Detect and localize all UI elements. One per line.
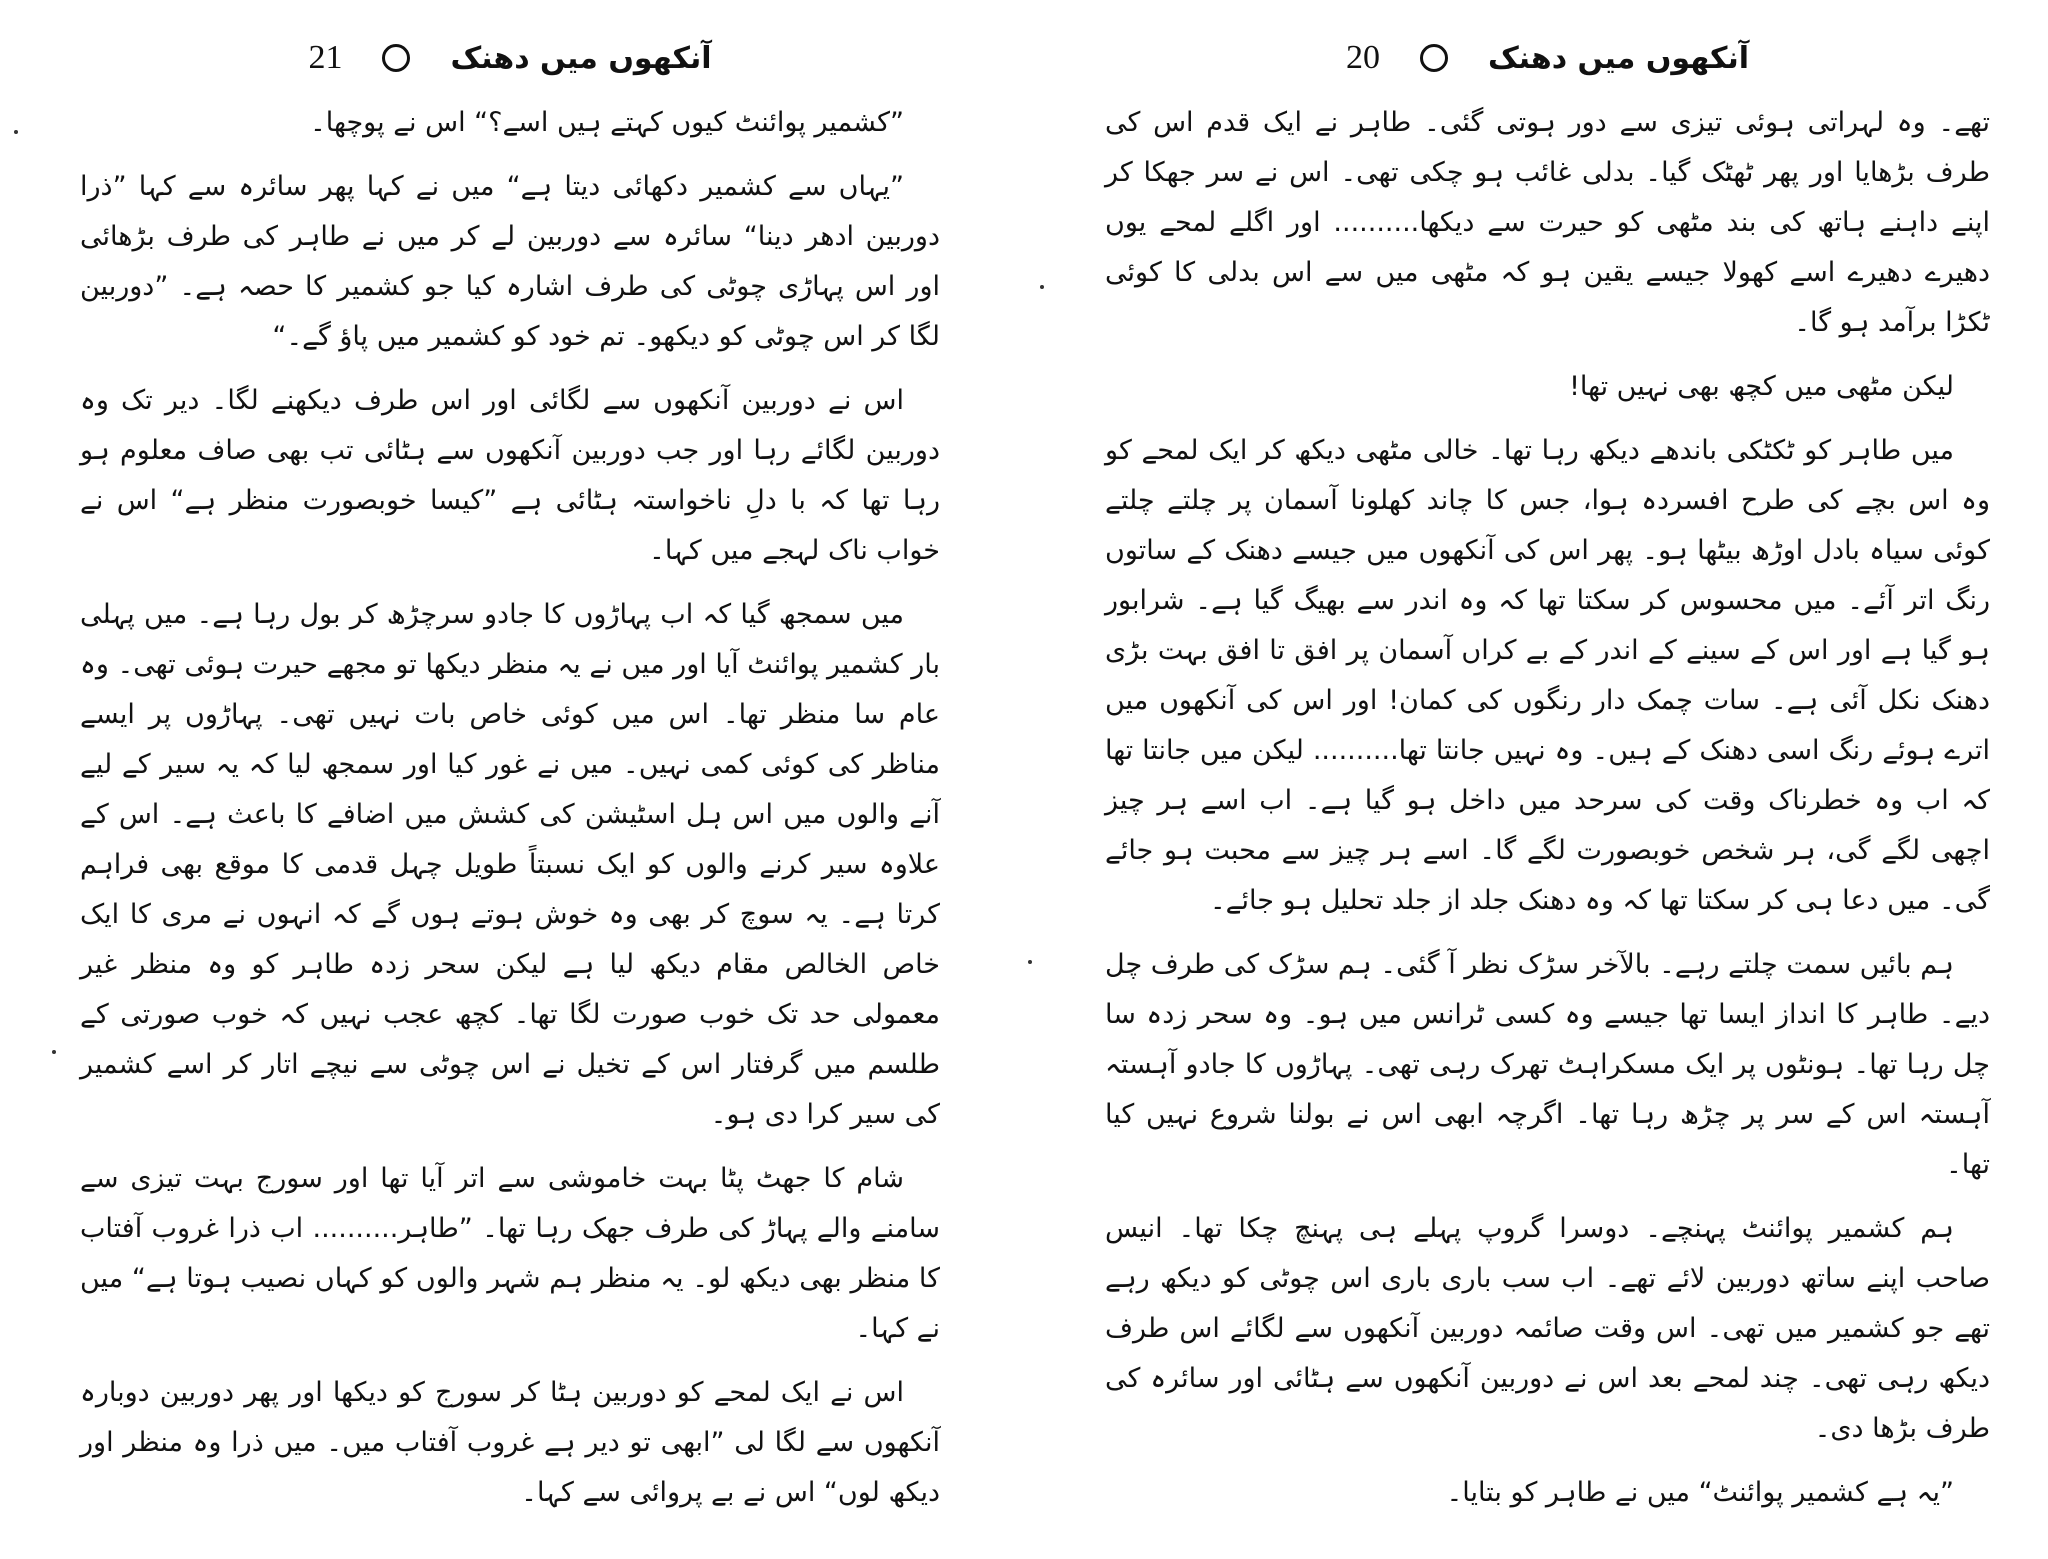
circle-ornament-icon: [382, 44, 410, 72]
running-title: آنکھوں میں دھنک: [1487, 40, 1750, 76]
left-page-body: [80, 98, 940, 1532]
paragraph: میں طاہر کو ٹکٹکی باندھے دیکھ رہا تھا۔ خالی مٹھی دیکھ کر ایک لمحے کو وہ اس بچے کی طرح افسردہ ہوا، جس کا چاند کھلونا آسمان پر چلتے چلتے کوئی سیاہ بادل اوڑھ بیٹھا ہو۔ پھر اس کی آنکھوں میں جیسے دھنک کے ساتوں رنگ اتر آئے۔ میں محسوس کر سکتا تھا کہ وہ اندر سے بھیگ گیا ہے۔ شرابور ہو گیا ہے اور اس کے سینے کے اندر کے بے کراں آسمان پر افق تا افق بہت بڑی دھنک نکل آئی ہے۔ سات چمک دار رنگوں کی کمان! اور اس کی آنکھوں میں اترے ہوئے رنگ اسی دھنک کے ہیں۔ وہ نہیں جانتا تھا.......... لیکن میں جانتا تھا کہ اب وہ خطرناک وقت کی سرحد میں داخل ہو گیا ہے۔ اب اسے ہر چیز اچھی لگے گی، ہر شخص خوبصورت لگے گا۔ اسے ہر چیز سے محبت ہو جائے گی۔ میں دعا ہی کر سکتا تھا کہ وہ دھنک جلد از جلد تحلیل ہو جائے۔: [1105, 435, 1990, 916]
paragraph: تھے۔ وہ لہراتی ہوئی تیزی سے دور ہوتی گئی۔ طاہر نے ایک قدم اس کی طرف بڑھایا اور پھر ٹھٹک گیا۔ بدلی غائب ہو چکی تھی۔ اس نے سر جھکا کر اپنے داہنے ہاتھ کی بند مٹھی کو حیرت سے دیکھا.......... اور اگلے لمحے یوں دھیرے دھیرے اسے کھولا جیسے یقین ہو کہ مٹھی میں سے اس بدلی کا کوئی ٹکڑا برآمد ہو گا۔: [1105, 107, 1990, 338]
scan-speck: [1028, 960, 1032, 964]
left-page-header: [80, 28, 940, 88]
paragraph: ”کشمیر پوائنٹ کیوں کہتے ہیں اسے؟“ اس نے پوچھا۔: [309, 107, 904, 138]
right-page: [1105, 0, 1990, 1559]
paragraph: شام کا جھٹ پٹا بہت خاموشی سے اتر آیا تھا اور سورج بہت تیزی سے سامنے والے پہاڑ کی طرف جھک رہا تھا۔ ”طاہر.......... اب ذرا غروب آفتاب کا منظر بھی دیکھ لو۔ یہ منظر ہم شہر والوں کو کہاں نصیب ہوتا ہے“ میں نے کہا۔: [80, 1163, 940, 1344]
paragraph: اس نے ایک لمحے کو دوربین ہٹا کر سورج کو دیکھا اور پھر دوربین دوبارہ آنکھوں سے لگا لی ”ابھی تو دیر ہے غروب آفتاب میں۔ میں ذرا وہ منظر اور دیکھ لوں“ اس نے بے پروائی سے کہا۔: [80, 1377, 940, 1508]
right-page-header: [1105, 28, 1990, 88]
right-page-body: [1105, 98, 1990, 1532]
paragraph: ”یہ ہے کشمیر پوائنٹ“ میں نے طاہر کو بتایا۔: [1446, 1477, 1954, 1508]
scan-speck: [1040, 285, 1044, 289]
left-page: [80, 0, 940, 1559]
paragraph: ہم بائیں سمت چلتے رہے۔ بالآخر سڑک نظر آ گئی۔ ہم سڑک کی طرف چل دیے۔ طاہر کا انداز ایسا تھا جیسے وہ کسی ٹرانس میں ہو۔ وہ سحر زدہ سا چل رہا تھا۔ ہونٹوں پر ایک مسکراہٹ تھرک رہی تھی۔ پہاڑوں کا جادو آہستہ آہستہ اس کے سر پر چڑھ رہا تھا۔ اگرچہ ابھی اس نے بولنا شروع نہیں کیا تھا۔: [1105, 949, 1990, 1180]
scan-speck: [52, 1050, 56, 1054]
paragraph: اس نے دوربین آنکھوں سے لگائی اور اس طرف دیکھنے لگا۔ دیر تک وہ دوربین لگائے رہا اور جب دوربین آنکھوں سے ہٹائی تب بھی صاف معلوم ہو رہا تھا کہ با دلِ ناخواستہ ہٹائی ہے ”کیسا خوبصورت منظر ہے“ اس نے خواب ناک لہجے میں کہا۔: [80, 385, 940, 566]
running-title: آنکھوں میں دھنک: [450, 40, 712, 76]
page-number: 21: [308, 39, 343, 76]
paragraph: میں سمجھ گیا کہ اب پہاڑوں کا جادو سرچڑھ کر بول رہا ہے۔ میں پہلی بار کشمیر پوائنٹ آیا اور میں نے یہ منظر دیکھا تو مجھے حیرت ہوئی تھی۔ وہ عام سا منظر تھا۔ اس میں کوئی خاص بات نہیں تھی۔ پہاڑوں پر ایسے مناظر کی کوئی کمی نہیں۔ میں نے غور کیا اور سمجھ لیا کہ یہ سیر کے لیے آنے والوں میں اس ہل اسٹیشن کی کشش میں اضافے کا باعث ہے۔ اس کے علاوہ سیر کرنے والوں کو ایک نسبتاً طویل چہل قدمی کا موقع بھی فراہم کرتا ہے۔ یہ سوچ کر بھی وہ خوش ہوتے ہوں گے کہ انہوں نے مری کا ایک خاص الخالص مقام دیکھ لیا ہے لیکن سحر زدہ طاہر کو وہ منظر غیر معمولی حد تک خوب صورت لگا تھا۔ کچھ عجب نہیں کہ خوب صورتی کے طلسم میں گرفتار اس کے تخیل نے اس چوٹی سے نیچے اتار کر اسے کشمیر کی سیر کرا دی ہو۔: [80, 599, 940, 1130]
paragraph: لیکن مٹھی میں کچھ بھی نہیں تھا!: [1569, 371, 1954, 402]
paragraph: ”یہاں سے کشمیر دکھائی دیتا ہے“ میں نے کہا پھر سائرہ سے کہا ”ذرا دوربین ادھر دینا“ سائرہ سے دوربین لے کر میں نے طاہر کی طرف بڑھائی اور اس پہاڑی چوٹی کی طرف اشارہ کیا جو کشمیر کا حصہ ہے۔ ”دوربین لگا کر اس چوٹی کو دیکھو۔ تم خود کو کشمیر میں پاؤ گے۔“: [80, 171, 940, 352]
paragraph: ہم کشمیر پوائنٹ پہنچے۔ دوسرا گروپ پہلے ہی پہنچ چکا تھا۔ انیس صاحب اپنے ساتھ دوربین لائے تھے۔ اب سب باری باری اس چوٹی کو دیکھ رہے تھے جو کشمیر میں تھی۔ اس وقت صائمہ دوربین آنکھوں سے لگائے اس طرف دیکھ رہی تھی۔ چند لمحے بعد اس نے دوربین آنکھوں سے ہٹائی اور سائرہ کی طرف بڑھا دی۔: [1105, 1213, 1990, 1444]
scan-speck: [14, 130, 18, 134]
circle-ornament-icon: [1420, 44, 1448, 72]
page-number: 20: [1345, 39, 1380, 76]
